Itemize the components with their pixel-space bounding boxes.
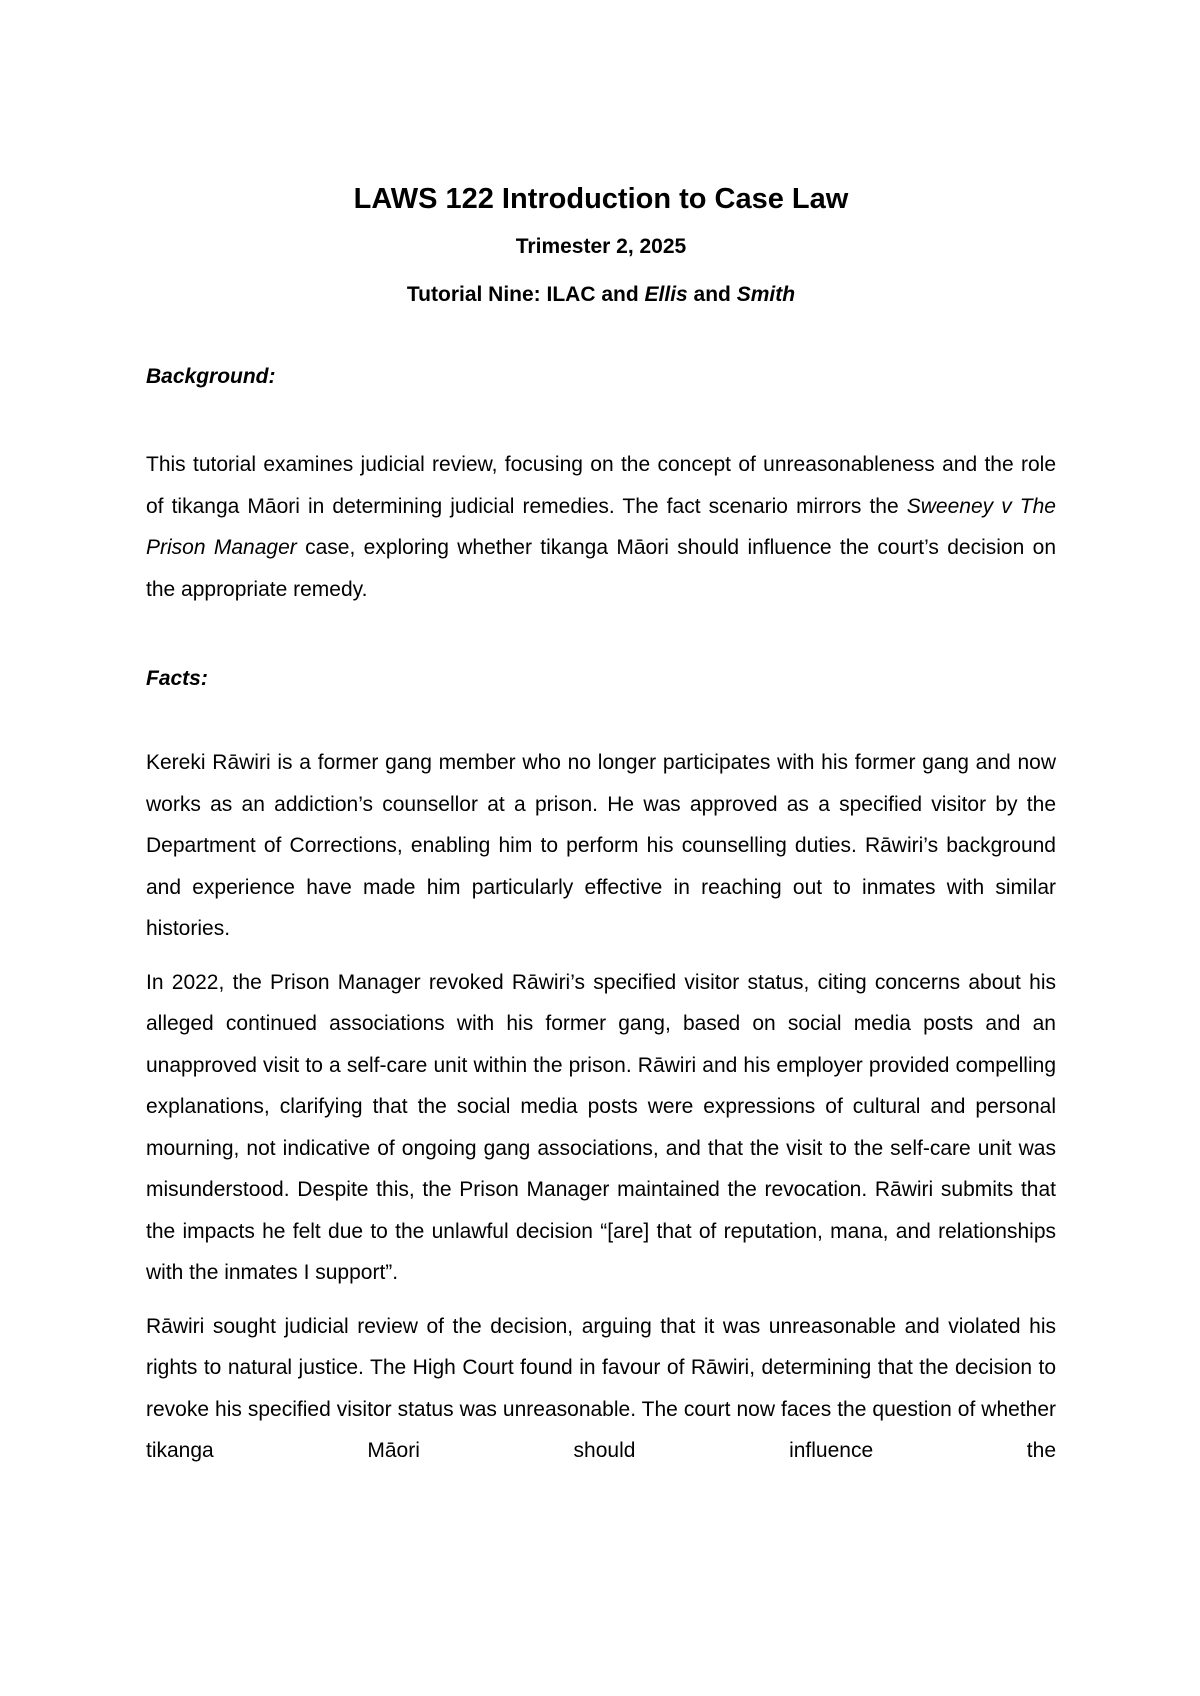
case-name-smith: Smith — [736, 283, 796, 306]
facts-paragraph-3: Rāwiri sought judicial review of the decision, arguing that it was unreasonable and violated his rights to natural justice. The High Court found in favour of Rāwiri, determining that the decision to revoke his specified visitor status was unreasonable. The court now faces the question of whether tikanga Māori should influence the — [146, 1314, 1056, 1462]
background-text-before: This tutorial examines judicial review, focusing on the concept of unreasonableness and the role of tikanga Māori in determining judicial remedies. The fact scenario mirrors the — [146, 453, 1056, 518]
facts-heading: Facts: — [146, 667, 208, 690]
trimester-subtitle: Trimester 2, 2025 — [515, 235, 687, 258]
case-name-sweeney: Sweeney v The Prison Manager — [146, 494, 1056, 559]
background-paragraph — [146, 444, 1056, 610]
background-text-after: case, exploring whether tikanga Māori should influence the court’s decision on the appropriate remedy. — [146, 536, 1056, 601]
tutorial-heading — [146, 282, 1056, 308]
tutorial-heading-joiner: and — [687, 283, 737, 306]
background-heading: Background: — [146, 365, 276, 388]
tutorial-heading-prefix: Tutorial Nine: ILAC and — [406, 283, 645, 306]
document-title: LAWS 122 Introduction to Case Law — [353, 183, 849, 215]
case-name-ellis: Ellis — [644, 283, 688, 306]
facts-paragraph-2: In 2022, the Prison Manager revoked Rāwiri’s specified visitor status, citing concerns about his alleged continued associations with his former gang, based on social media posts and an unapproved visit to a self-care unit within the prison. Rāwiri and his employer provided compelling explanations, clarifying that the social media posts were expressions of cultural and personal mourning, not indicative of ongoing gang associations, and that the visit to the self-care unit was misunderstood. Despite this, the Prison Manager maintained the revocation. Rāwiri submits that the impacts he felt due to the unlawful decision “[are] that of reputation, mana, and relationships with the inmates I support”. — [146, 970, 1056, 1284]
facts-paragraph-1: Kereki Rāwiri is a former gang member who no longer participates with his former gang and now works as an addiction’s counsellor at a prison. He was approved as a specified visitor by the Department of Corrections, enabling him to perform his counselling duties. Rāwiri’s background and experience have made him particularly effective in reaching out to inmates with similar histories. — [146, 751, 1056, 940]
